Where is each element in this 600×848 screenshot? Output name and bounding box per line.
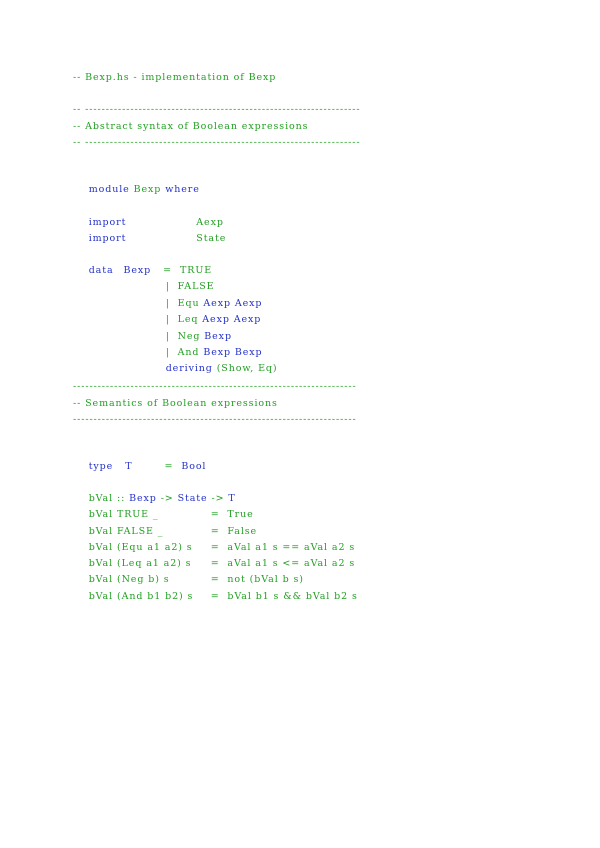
- section-title-abstract-syntax: -- Abstract syntax of Boolean expressions: [73, 121, 309, 132]
- equation-rhs: aVal a1 s == aVal a2 s: [227, 542, 356, 553]
- equation-rhs: False: [227, 526, 258, 537]
- constructor: TRUE: [180, 265, 213, 276]
- type-name: Bexp: [123, 265, 152, 276]
- constructor-args: Aexp Aexp: [203, 298, 263, 309]
- type-signature: [73, 478, 236, 504]
- equals-sign: =: [210, 542, 220, 553]
- deriving-list: (Show, Eq): [216, 363, 278, 374]
- module-keyword: module: [88, 184, 130, 195]
- import-module-name: Aexp: [196, 217, 224, 228]
- comment-rule: -- -------------------------------------------------------------------: [73, 104, 361, 115]
- equation-line: [73, 494, 254, 520]
- type-name: State: [177, 493, 208, 504]
- equals-sign: =: [210, 591, 220, 602]
- type-value: Bool: [181, 461, 207, 472]
- type-keyword: type: [88, 461, 114, 472]
- constructor: Neg: [177, 331, 201, 342]
- equation-lhs: bVal (Equ a1 a2) s: [88, 542, 193, 553]
- bar-symbol: |: [165, 298, 170, 309]
- equals-sign: =: [210, 509, 220, 520]
- equals-sign: =: [164, 461, 174, 472]
- equation-lhs: bVal FALSE _: [88, 526, 164, 537]
- constructor: And: [177, 347, 200, 358]
- comment-rule: -- -------------------------------------------------------------------: [73, 137, 361, 148]
- bar-symbol: |: [165, 331, 170, 342]
- type-declaration: [73, 446, 207, 472]
- type-name: Bexp: [129, 493, 157, 504]
- equation-rhs: bVal b1 s && bVal b2 s: [227, 591, 358, 602]
- equals-sign: =: [163, 265, 173, 276]
- equation-line: [73, 559, 304, 585]
- comment-rule: ---------------------------------------------------------------------: [73, 381, 357, 392]
- module-declaration: [73, 169, 200, 195]
- equals-sign: =: [210, 558, 220, 569]
- equation-line: [73, 543, 356, 569]
- constructor-alternative: [150, 266, 215, 292]
- equation-lhs: bVal (Neg b) s: [88, 574, 170, 585]
- header-comment: -- Bexp.hs - implementation of Bexp: [73, 72, 277, 83]
- constructor-args: Aexp Aexp: [202, 314, 262, 325]
- type-colons: ::: [116, 493, 126, 504]
- bar-symbol: |: [165, 314, 170, 325]
- data-declaration: [73, 250, 213, 276]
- constructor-alternative: [150, 332, 263, 358]
- equals-sign: =: [210, 574, 220, 585]
- type-name: T: [228, 493, 236, 504]
- data-keyword: data: [88, 265, 114, 276]
- equation-lhs: bVal TRUE _: [88, 509, 159, 520]
- function-name: bVal: [88, 493, 114, 504]
- equation-line: [73, 576, 358, 602]
- bar-symbol: |: [165, 281, 170, 292]
- bar-symbol: |: [165, 347, 170, 358]
- section-title-semantics: -- Semantics of Boolean expressions: [73, 398, 278, 409]
- comment-rule: ---------------------------------------------------------------------: [73, 414, 357, 425]
- import-module-name: State: [196, 233, 227, 244]
- deriving-clause: [150, 348, 278, 374]
- equation-lhs: bVal (Leq a1 a2) s: [88, 558, 192, 569]
- module-name: Bexp: [133, 184, 162, 195]
- constructor-args: Bexp Bexp: [203, 347, 263, 358]
- constructor-args: Bexp: [204, 331, 232, 342]
- constructor-alternative: [150, 299, 262, 325]
- constructor-alternative: [150, 283, 263, 309]
- equation-rhs: not (bVal b s): [227, 574, 304, 585]
- import-line: [73, 202, 224, 228]
- constructor: Equ: [177, 298, 200, 309]
- arrow-symbol: ->: [211, 493, 225, 504]
- type-name: T: [125, 461, 133, 472]
- import-keyword: import: [88, 217, 127, 228]
- equation-rhs: True: [227, 509, 254, 520]
- equation-line: [73, 511, 258, 537]
- where-keyword: where: [165, 184, 200, 195]
- equals-sign: =: [210, 526, 220, 537]
- constructor: FALSE: [177, 281, 215, 292]
- constructor: Leq: [177, 314, 199, 325]
- arrow-symbol: ->: [160, 493, 174, 504]
- deriving-keyword: deriving: [165, 363, 213, 374]
- constructor-alternative: [150, 316, 232, 342]
- import-keyword: import: [88, 233, 127, 244]
- equation-lhs: bVal (And b1 b2) s: [88, 591, 194, 602]
- equation-rhs: aVal a1 s <= aVal a2 s: [227, 558, 356, 569]
- equation-line: [73, 527, 356, 553]
- import-line: [73, 218, 227, 244]
